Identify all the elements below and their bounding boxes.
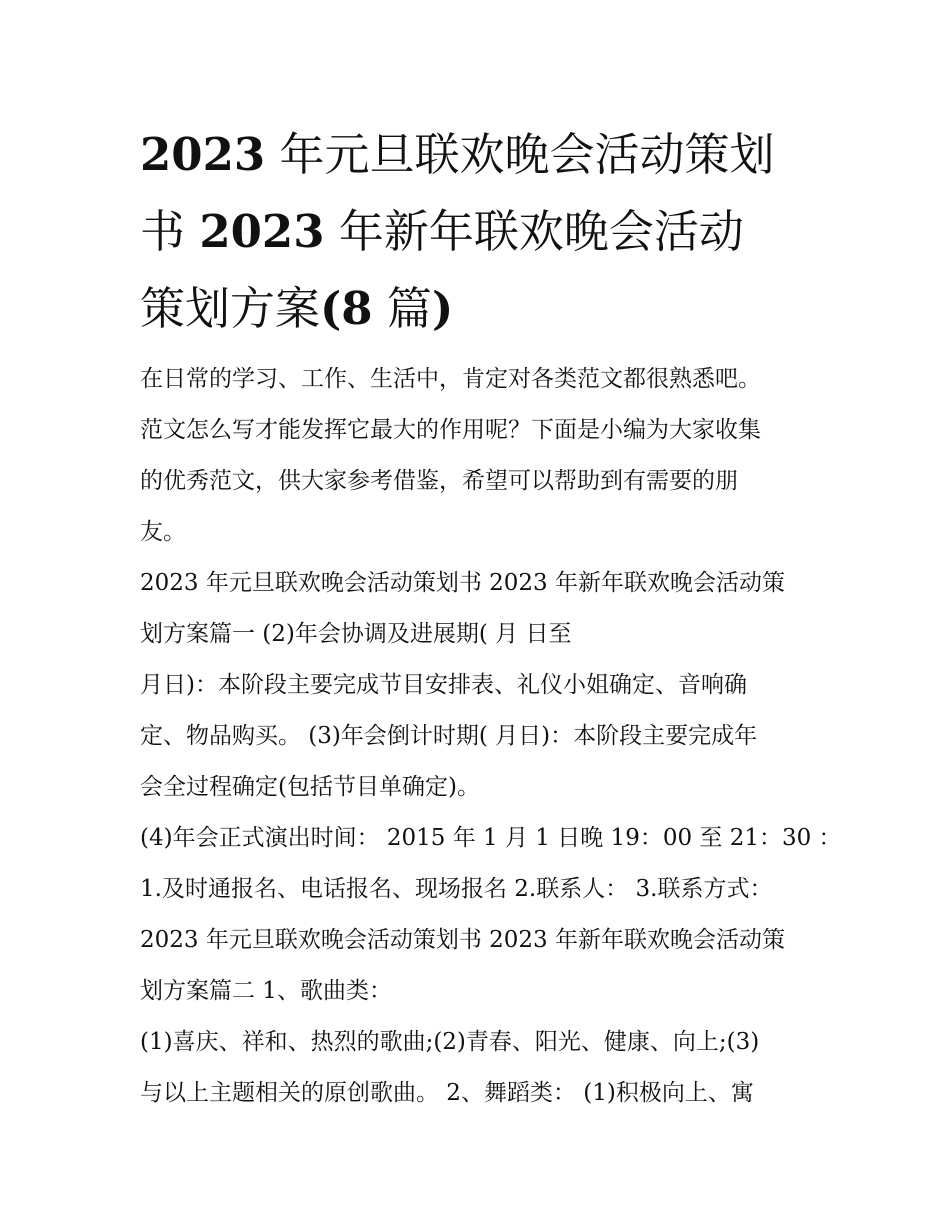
title-segment: 书 (140, 205, 200, 258)
title-segment: 年新年联欢晚会活动 (324, 205, 744, 258)
body-text-line: 会全过程确定(包括节目单确定)。 (140, 774, 480, 800)
body-text-line: 1.及时通报名、电话报名、现场报名 2.联系人： 3.联系方式： (140, 876, 773, 902)
body-text-line: 的优秀范文，供大家参考借鉴，希望可以帮助到有需要的朋 (140, 468, 738, 494)
document-title (140, 116, 820, 347)
title-segment: 2023 (140, 128, 266, 181)
title-segment: 篇 (372, 282, 432, 335)
body-text-line: 月日)：本阶段主要完成节目安排表、礼仪小姐确定、音响确 (140, 672, 747, 698)
body-text-line: 划方案篇二 1、歌曲类： (140, 978, 392, 1004)
title-segment: 2023 (199, 205, 325, 258)
title-segment: 策划方案 (140, 282, 321, 335)
title-segment: 年元旦联欢晚会活动策划 (265, 128, 775, 181)
body-text-line: 定、物品购买。 (3)年会倒计时期( 月日)：本阶段主要完成年 (140, 723, 758, 749)
body-text-line: 友。 (140, 519, 186, 545)
body-text-line: 在日常的学习、工作、生活中，肯定对各类范文都很熟悉吧。 (140, 366, 761, 392)
title-segment: ) (431, 282, 454, 335)
body-text-line: 2023 年元旦联欢晚会活动策划书 2023 年新年联欢晚会活动策 (140, 570, 785, 596)
title-line (140, 270, 820, 347)
title-line (140, 193, 820, 270)
title-segment: (8 (320, 282, 373, 335)
body-text-line: 2023 年元旦联欢晚会活动策划书 2023 年新年联欢晚会活动策 (140, 927, 785, 953)
body-text-line: 范文怎么写才能发挥它最大的作用呢？下面是小编为大家收集 (140, 417, 761, 443)
body-text-line: (1)喜庆、祥和、热烈的歌曲;(2)青春、阳光、健康、向上;(3) (140, 1029, 760, 1055)
body-text-line: (4)年会正式演出时间： 2015 年 1 月 1 日晚 19：00 至 21：30 ： (140, 825, 842, 851)
body-text-line: 与以上主题相关的原创歌曲。 2、舞蹈类： (1)积极向上、寓 (140, 1080, 754, 1106)
document-body (140, 354, 842, 1119)
title-line (140, 116, 820, 193)
body-text-line: 划方案篇一 (2)年会协调及进展期( 月 日至 (140, 621, 572, 647)
